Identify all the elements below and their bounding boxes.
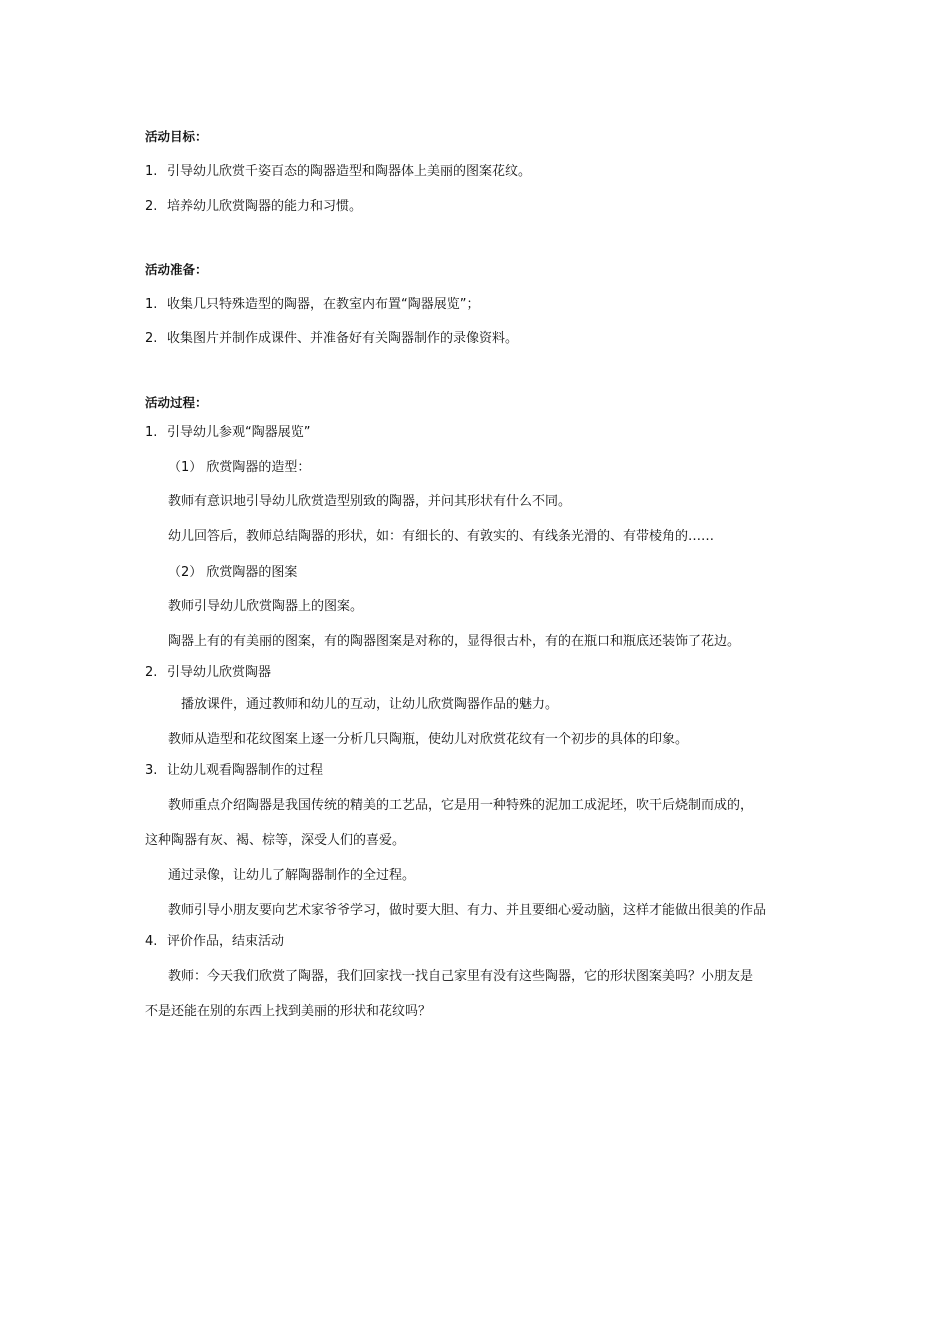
goal-item-text: 培养幼儿欣赏陶器的能力和习惯。: [167, 199, 363, 214]
step-3-paragraph: 通过录像，让幼儿了解陶器制作的全过程。: [168, 868, 416, 883]
prep-item-text: 收集几只特殊造型的陶器，在教室内布置“陶器展览”；: [167, 297, 480, 312]
prep-item-number: 2.: [145, 331, 158, 346]
step-4-title: [145, 934, 284, 950]
prep-item-number: 1.: [145, 297, 158, 312]
goal-item-text: 引导幼儿欣赏千姿百态的陶器造型和陶器体上美丽的图案花纹。: [167, 164, 532, 179]
prep-item: [145, 331, 518, 347]
step-4-paragraph: 教师：今天我们欣赏了陶器，我们回家找一找自己家里有没有这些陶器，它的形状图案美吗？小朋友是: [168, 969, 754, 984]
goal-item: [145, 164, 531, 180]
step-number: 3.: [145, 763, 158, 778]
step-1-subheading-2: （2） 欣赏陶器的图案: [168, 565, 298, 580]
step-2-paragraph: 播放课件，通过教师和幼儿的互动，让幼儿欣赏陶器作品的魅力。: [181, 697, 559, 712]
step-3-paragraph: 教师重点介绍陶器是我国传统的精美的工艺品，它是用一种特殊的泥加工成泥坯，吹干后烧制而成的，: [168, 798, 754, 813]
step-1-paragraph: 教师有意识地引导幼儿欣赏造型别致的陶器，并问其形状有什么不同。: [168, 494, 572, 509]
step-number: 2.: [145, 665, 158, 680]
step-4-paragraph-continued: 不是还能在别的东西上找到美丽的形状和花纹吗？: [145, 1004, 432, 1019]
step-1-subheading-1: （1） 欣赏陶器的造型：: [168, 460, 311, 475]
step-2-title: [145, 665, 271, 681]
step-title: 引导幼儿欣赏陶器: [167, 665, 272, 680]
step-title: 引导幼儿参观“陶器展览”: [167, 425, 311, 440]
step-1-paragraph: 陶器上有的有美丽的图案，有的陶器图案是对称的，显得很古朴，有的在瓶口和瓶底还装饰了花边。: [168, 634, 741, 649]
step-3-paragraph-continued: 这种陶器有灰、褐、棕等，深受人们的喜爱。: [145, 833, 406, 848]
goals-heading: 活动目标：: [145, 129, 208, 144]
step-title: 评价作品，结束活动: [167, 934, 285, 949]
prep-heading: 活动准备：: [145, 262, 208, 277]
prep-item-text: 收集图片并制作成课件、并准备好有关陶器制作的录像资料。: [167, 331, 519, 346]
step-1-paragraph: 幼儿回答后，教师总结陶器的形状，如：有细长的、有敦实的、有线条光滑的、有带棱角的……: [168, 529, 715, 544]
goal-item-number: 1.: [145, 164, 158, 179]
step-1-title: [145, 425, 310, 441]
step-title: 让幼儿观看陶器制作的过程: [167, 763, 324, 778]
step-number: 1.: [145, 425, 158, 440]
step-3-paragraph: 教师引导小朋友要向艺术家爷爷学习，做时要大胆、有力、并且要细心爱动脑，这样才能做出很美的作品: [168, 903, 767, 918]
step-3-title: [145, 763, 323, 779]
step-1-paragraph: 教师引导幼儿欣赏陶器上的图案。: [168, 599, 364, 614]
goal-item: [145, 199, 362, 215]
process-heading: 活动过程：: [145, 395, 208, 410]
goal-item-number: 2.: [145, 199, 158, 214]
step-2-paragraph: 教师从造型和花纹图案上逐一分析几只陶瓶，使幼儿对欣赏花纹有一个初步的具体的印象。: [168, 732, 689, 747]
prep-item: [145, 297, 479, 313]
step-number: 4.: [145, 934, 158, 949]
